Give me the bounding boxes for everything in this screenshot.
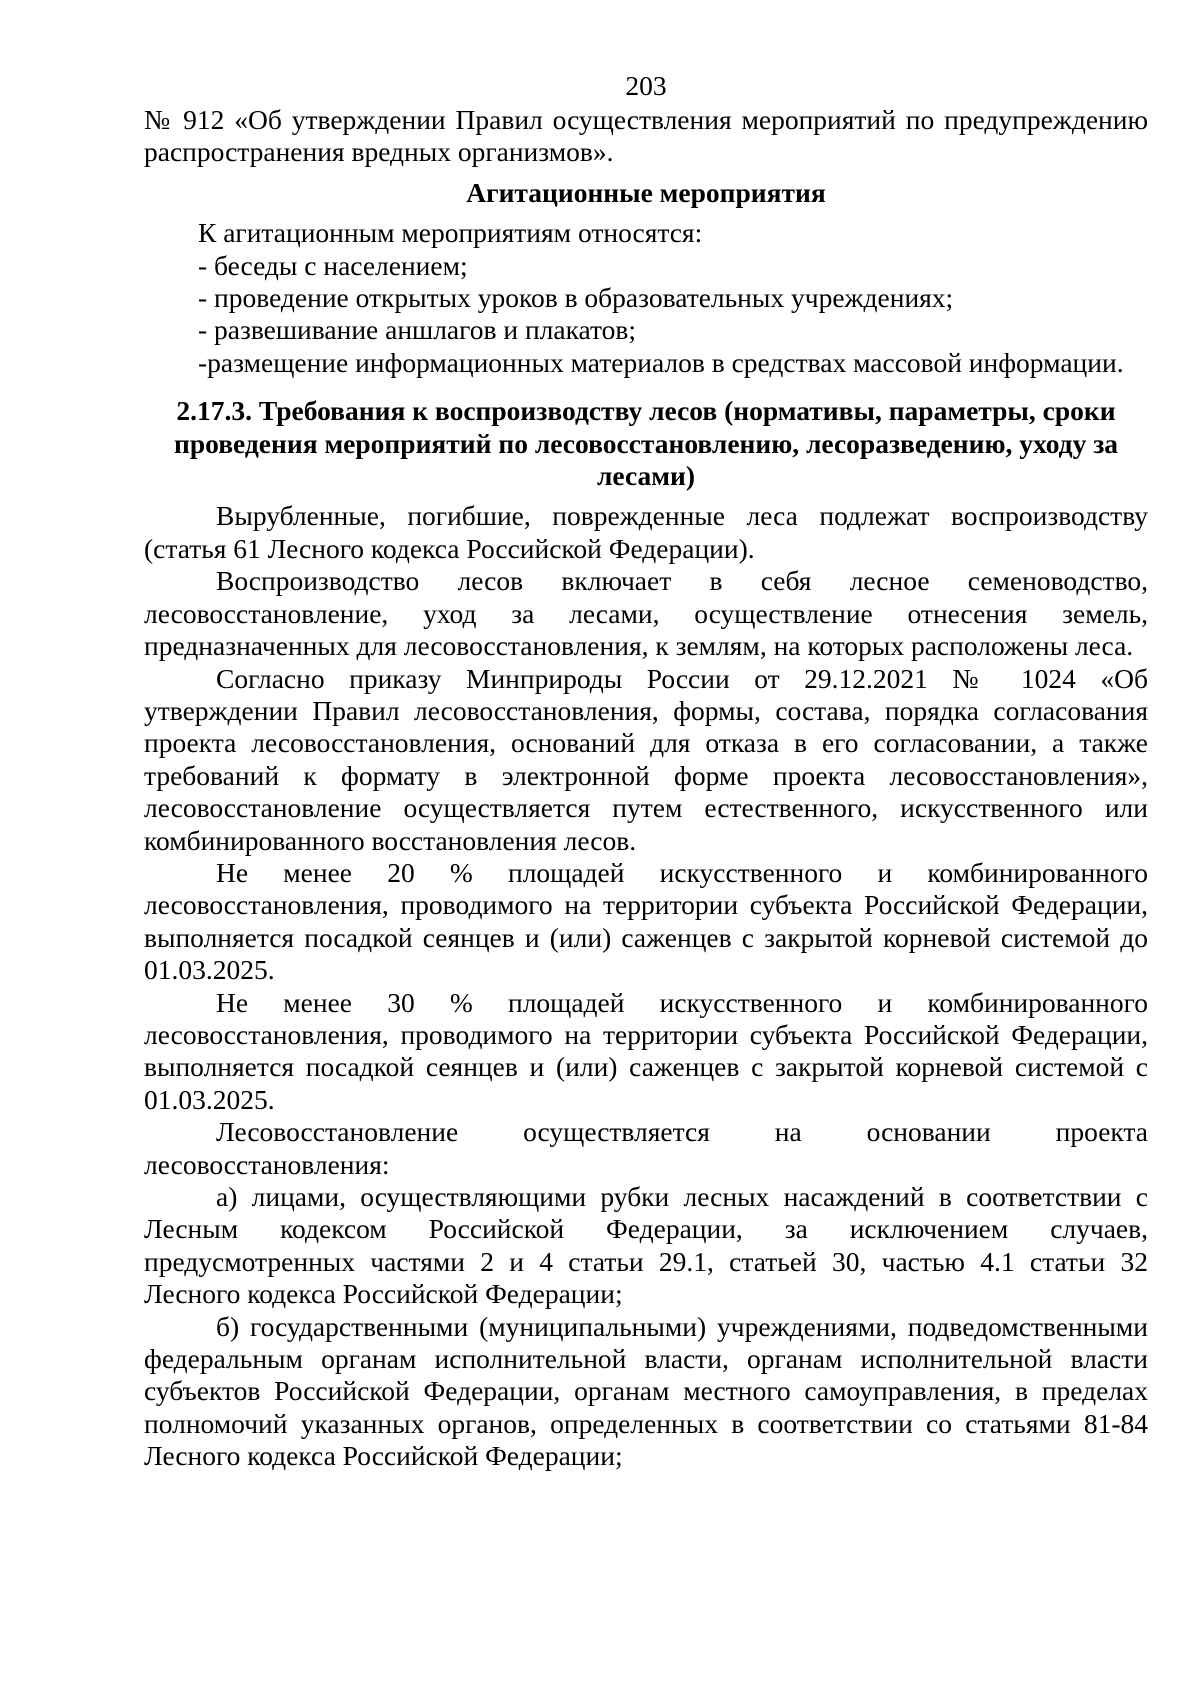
section-paragraph: Не менее 30 % площадей искусственного и комбинированного лесовосстановления, проводимого на территории субъекта Российской Федерации, выполняется посадкой сеянцев и (или) саженцев с закрытой корневой системой с 01.03.2025.	[144, 986, 1148, 1115]
agitation-heading: Агитационные мероприятия	[466, 176, 826, 208]
section-paragraph: Воспроизводство лесов включает в себя лесное семеноводство, лесовосстановление, уход за лесами, осуществление отнесения земель, предназначенных для лесовосстановления, к землям, на которых расположены леса.	[144, 565, 1148, 662]
document-page	[144, 70, 1148, 1473]
section-paragraph: Лесовосстановление осуществляется на основании проекта лесовосстановления:	[144, 1116, 1148, 1180]
agitation-item: - беседы с населением;	[198, 249, 468, 281]
page-number: 203	[625, 70, 667, 101]
intro-paragraph: № 912 «Об утверждении Правил осуществления мероприятий по предупреждению распространения вредных организмов».	[144, 104, 1148, 168]
section-paragraph: б) государственными (муниципальными) учреждениями, подведомственными федеральным органам исполнительной власти, органам исполнительной власти субъектов Российской Федерации, органам местного самоуправления, в пределах полномочий указанных органов, определенных в соответствии со статьями 81-84 Лесного кодекса Российской Федерации;	[144, 1310, 1148, 1472]
section-paragraph: Согласно приказу Минприроды России от 29.12.2021 № 1024 «Об утверждении Правил лесовосстановления, формы, состава, порядка согласования проекта лесовосстановления, оснований для отказа в его согласовании, а также требований к формату в электронной форме проекта лесовосстановления», лесовосстановление осуществляется путем естественного, искусственного или комбинированного восстановления лесов.	[144, 662, 1148, 856]
section-paragraph: Вырубленные, погибшие, поврежденные леса подлежат воспроизводству (статья 61 Лесного кодекса Российской Федерации).	[144, 500, 1148, 564]
agitation-lead: К агитационным мероприятиям относятся:	[198, 217, 703, 249]
section-heading: 2.17.3. Требования к воспроизводству лесов (нормативы, параметры, сроки проведения мероприятий по лесовосстановлению, лесоразведению, уходу за лесами)	[173, 395, 1119, 492]
agitation-item: - развешивание аншлагов и плакатов;	[198, 314, 637, 346]
agitation-item: - проведение открытых уроков в образовательных учреждениях;	[198, 282, 954, 314]
agitation-item: -размещение информационных материалов в средствах массовой информации.	[198, 346, 1124, 378]
section-paragraph: Не менее 20 % площадей искусственного и комбинированного лесовосстановления, проводимого на территории субъекта Российской Федерации, выполняется посадкой сеянцев и (или) саженцев с закрытой корневой системой до 01.03.2025.	[144, 856, 1148, 986]
section-paragraph: а) лицами, осуществляющими рубки лесных насаждений в соответствии с Лесным кодексом Российской Федерации, за исключением случаев, предусмотренных частями 2 и 4 статьи 29.1, статьей 30, частью 4.1 статьи 32 Лесного кодекса Российской Федерации;	[144, 1181, 1148, 1310]
